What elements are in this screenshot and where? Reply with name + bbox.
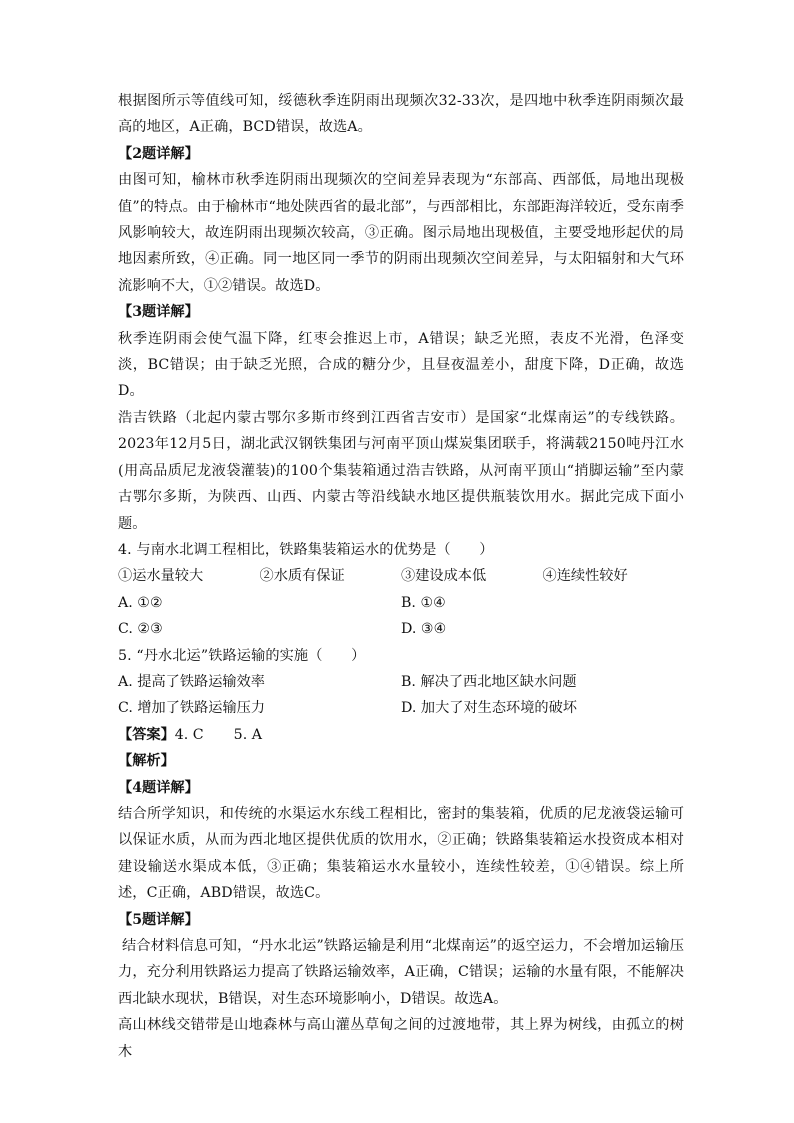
option-row: [118, 695, 684, 721]
option-item: A. 提高了铁路运输效率: [118, 673, 265, 690]
answer-item: 5. A: [233, 726, 262, 743]
answer-line: [118, 722, 684, 748]
section-heading: 【5题详解】: [118, 911, 199, 928]
paragraph: 根据图所示等值线可知，绥德秋季连阴雨出现频次32-33次，是四地中秋季连阴雨频次最高的地区，A正确，BCD错误，故选A。: [118, 93, 684, 136]
paragraph: 结合材料信息可知，“丹水北运”铁路运输是利用“北煤南运”的返空运力，不会增加运输压力，充分利用铁路运力提高了铁路运输效率，A正确，C错误；运输的水量有限，不能解决西北缺水现状，B错误，对生态环境影响小，D错误。故选A。: [118, 938, 684, 1007]
document-page: [118, 88, 684, 1065]
option-item: A. ①②: [118, 594, 163, 611]
paragraph: 秋季连阴雨会使气温下降，红枣会推迟上市，A错误；缺乏光照，表皮不光滑，色泽变淡，BC错误；由于缺乏光照，合成的糖分少，且昼夜温差小，甜度下降，D正确，故选D。: [118, 330, 684, 400]
answer-item: 4. C: [174, 726, 204, 743]
option-row: [118, 563, 684, 589]
option-item: C. ②③: [118, 621, 163, 638]
option-row: [118, 590, 684, 616]
option-item: ③建设成本低: [401, 568, 487, 585]
section-heading: 【解析】: [118, 753, 175, 770]
paragraph: 由图可知，榆林市秋季连阴雨出现频次的空间差异表现为“东部高、西部低，局地出现极值”的特点。由于榆林市“地处陕西省的最北部”，与西部相比，东部距海洋较近，受东南季风影响较大，故连阴雨出现频次较高，③正确。图示局地出现极值，主要受地形起伏的局地因素所致，④正确。同一地区同一季节的阴雨出现频次空间差异，与太阳辐射和大气环流影响不大，①②错误。故选D。: [118, 172, 684, 294]
section-heading: 【3题详解】: [118, 304, 199, 321]
section-heading: 【2题详解】: [118, 145, 199, 162]
paragraph: 高山林线交错带是山地森林与高山灌丛草甸之间的过渡地带，其上界为树线，由孤立的树木: [118, 1017, 684, 1060]
option-row: [118, 669, 684, 695]
paragraph: 4. 与南水北调工程相比，铁路集装箱运水的优势是（ ）: [118, 541, 494, 558]
option-row: [118, 616, 684, 642]
paragraph: 浩吉铁路（北起内蒙古鄂尔多斯市终到江西省吉安市）是国家“北煤南运”的专线铁路。2023年12月5日，湖北武汉钢铁集团与河南平顶山煤炭集团联手，将满载2150吨丹江水(用高品质尼龙液袋灌装)的100个集装箱通过浩吉铁路，从河南平顶山“捎脚运输”至内蒙古鄂尔多斯，为陕西、山西、内蒙古等沿线缺水地区提供瓶装饮用水。据此完成下面小题。: [118, 409, 684, 532]
option-item: D. ③④: [401, 621, 447, 638]
option-item: ②水质有保证: [259, 568, 345, 585]
option-item: ①运水量较大: [118, 568, 204, 585]
answer-label: 【答案】: [118, 726, 175, 743]
option-item: D. 加大了对生态环境的破坏: [401, 700, 577, 717]
option-item: B. ①④: [401, 594, 446, 611]
paragraph: 结合所学知识，和传统的水渠运水东线工程相比，密封的集装箱，优质的尼龙液袋运输可以保证水质，从而为西北地区提供优质的饮用水，②正确；铁路集装箱运水投资成本相对建设输送水渠成本低，③正确；集装箱运水水量较小，连续性较差，①④错误。综上所述，C正确，ABD错误，故选C。: [118, 805, 684, 902]
option-item: B. 解决了西北地区缺水问题: [401, 673, 577, 690]
option-item: C. 增加了铁路运输压力: [118, 700, 266, 717]
section-heading: 【4题详解】: [118, 779, 199, 796]
option-item: ④连续性较好: [542, 568, 628, 585]
paragraph: 5. “丹水北运”铁路运输的实施（ ）: [118, 647, 366, 664]
